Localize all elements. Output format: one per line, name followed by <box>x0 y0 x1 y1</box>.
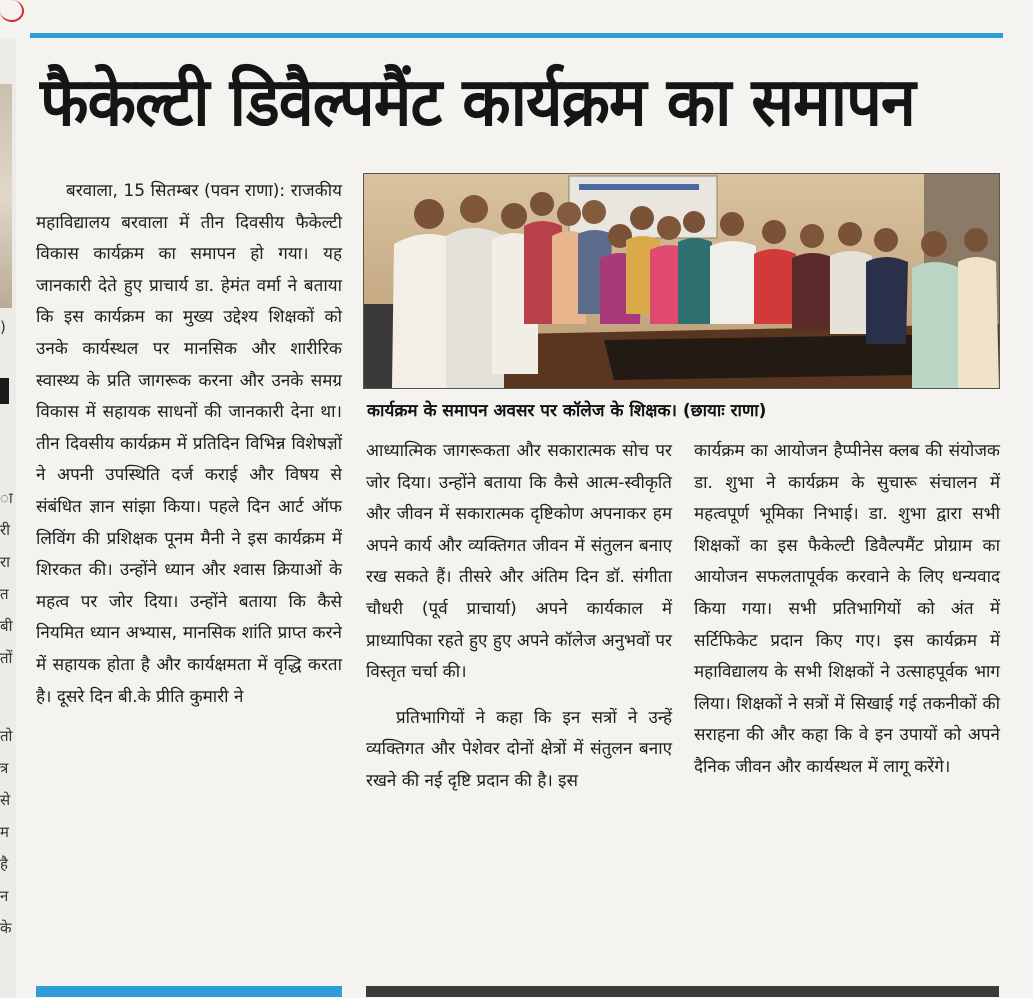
corner-fold-mark <box>0 0 24 22</box>
adjacent-headline-edge <box>0 378 9 404</box>
column-2-paragraph-2: प्रतिभागियों ने कहा कि इन सत्रों ने उन्हें व्यक्तिगत और पेशेवर दोनों क्षेत्रों में संतुलन बनाए रखने की नई दृष्टि प्रदान की है। इस <box>366 707 672 791</box>
fragment: री <box>0 521 11 539</box>
fragment: बी <box>0 617 13 635</box>
article-column-1: बरवाला, 15 सितम्बर (पवन राणा): राजकीय महाविद्यालय बरवाला में तीन दिवसीय फैकेल्टी विकास कार्यक्रम का समापन हो गया। यह जानकारी देते हुए प्राचार्य डा. हेमंत वर्मा ने बताया कि इस कार्यक्रम का मुख्य उद्देश्य शिक्षकों को उनके कार्यस्थल पर मानसिक और शारीरिक स्वास्थ्य के प्रति जागरूक करना और उनके समग्र विकास में सहायक साधनों की जानकारी देना था। तीन दिवसीय कार्यक्रम में प्रतिदिन विभिन्न विशेषज्ञों ने अपनी उपस्थिति दर्ज कराई और विषय से संबंधित ज्ञान सांझा किया। पहले दिन आर्ट ऑफ लिविंग की प्रशिक्षक पूनम मैनी ने इस कार्यक्रम में शिरकत की। उन्होंने ध्यान और श्वास क्रियाओं के महत्व पर जोर दिया। उन्होंने बताया कि कैसे नियमित ध्यान अभ्यास, मानसिक शांति प्राप्त करने में सहायक होता है और कार्यक्षमता में वृद्धि करता है। दूसरे दिन बी.के प्रीति कुमारी ने <box>36 181 342 707</box>
adjacent-photo-edge <box>0 84 12 308</box>
article-photo <box>363 173 1000 389</box>
top-rule <box>30 33 1003 38</box>
fragment: है <box>0 855 8 873</box>
adjacent-article-strip <box>0 38 16 998</box>
article-column-3: कार्यक्रम का आयोजन हैप्पीनेस क्लब की संयोजक डा. शुभा ने कार्यक्रम के सुचारू संचालन में महत्वपूर्ण भूमिका निभाई। डा. शुभा द्वारा सभी शिक्षकों का इस फैकेल्टी डिवैल्पमैंट प्रोग्राम का आयोजन सफलतापूर्वक करवाने के लिए धन्यवाद किया गया। सभी प्रतिभागियों को अंत में सर्टिफिकेट प्रदान किए गए। इस कार्यक्रम में महाविद्यालय के सभी शिक्षकों ने उत्साहपूर्वक भाग लिया। शिक्षकों ने सत्रों में सिखाई गई तकनीकों की सराहना की और कहा कि वे इन उपायों को अपने दैनिक जीवन और कार्यस्थल में लागू करेंगे। <box>694 441 1000 777</box>
fragment: तों <box>0 649 13 667</box>
fragment: ा <box>0 489 13 507</box>
fragment: ) <box>0 318 6 336</box>
fragment: म <box>0 823 9 841</box>
bottom-rule-left <box>36 986 342 997</box>
photo-caption: कार्यक्रम के समापन अवसर पर कॉलेज के शिक्षक। (छायाः राणा) <box>367 401 767 421</box>
article-column-2 <box>366 436 672 798</box>
fragment: से <box>0 791 11 809</box>
fragment: न <box>0 887 9 905</box>
column-2-paragraph-1: आध्यात्मिक जागरूकता और सकारात्मक सोच पर जोर दिया। उन्होंने बताया कि कैसे आत्म-स्वीकृति और जीवन में सकारात्मक दृष्टिकोण अपनाकर हम अपने कार्य और व्यक्तिगत जीवन में संतुलन बनाए रख सकते हैं। तीसरे और अंतिम दिन डॉ. संगीता चौधरी (पूर्व प्राचार्या) अपने कार्यकाल में प्राध्यापिका रहते हुए हुए अपने कॉलेज अनुभवों पर विस्तृत चर्चा की। <box>366 441 672 683</box>
fragment: तो <box>0 727 13 745</box>
article-headline: फैकेल्टी डिवैल्पमैंट कार्यक्रम का समापन <box>40 63 915 141</box>
fragment: त <box>0 585 9 603</box>
fragment: के <box>0 919 12 937</box>
group-photo-illustration <box>364 174 999 388</box>
fragment: रा <box>0 553 11 571</box>
bottom-rule-right <box>366 986 999 997</box>
fragment: त्र <box>0 759 9 777</box>
